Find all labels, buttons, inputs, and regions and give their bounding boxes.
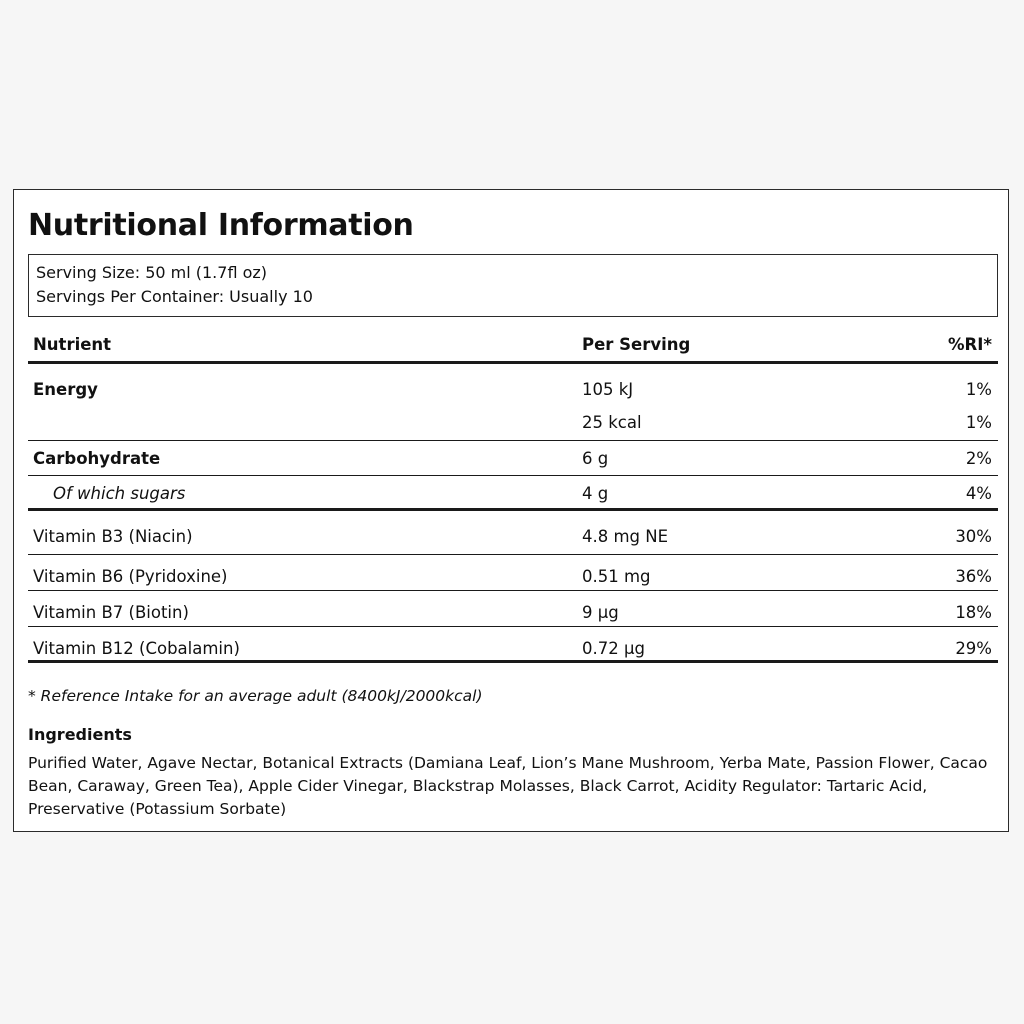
ingredients-heading: Ingredients <box>28 725 132 744</box>
header-per-serving: Per Serving <box>582 335 691 354</box>
ri-value: 4% <box>965 484 992 503</box>
table-row-energy-kj <box>28 364 998 406</box>
serving-info-box <box>28 254 998 317</box>
ri-value: 1% <box>965 380 992 399</box>
per-serving-value: 25 kcal <box>582 413 642 432</box>
table-row-vitamin <box>28 555 998 591</box>
per-serving-value: 105 kJ <box>582 380 634 399</box>
header-nutrient: Nutrient <box>33 335 112 354</box>
nutrient-name: Vitamin B3 (Niacin) <box>33 527 193 546</box>
ri-value: 29% <box>955 639 992 658</box>
servings-per-container: Servings Per Container: Usually 10 <box>36 287 313 306</box>
ri-value: 36% <box>955 567 992 586</box>
nutrient-name: Vitamin B12 (Cobalamin) <box>33 639 240 658</box>
page-title: Nutritional Information <box>28 208 414 243</box>
nutrient-name: Energy <box>33 380 98 399</box>
ri-value: 1% <box>965 413 992 432</box>
reference-intake-footnote: * Reference Intake for an average adult (8400kJ/2000kcal) <box>28 687 483 705</box>
nutrient-name: Carbohydrate <box>33 449 161 468</box>
per-serving-value: 6 g <box>582 449 609 468</box>
header-ri: %RI* <box>947 335 992 354</box>
nutrient-name: Vitamin B6 (Pyridoxine) <box>33 567 228 586</box>
per-serving-value: 4 g <box>582 484 609 503</box>
nutrition-panel <box>13 189 1009 832</box>
table-row-vitamin <box>28 591 998 627</box>
table-row-sugars <box>28 476 998 511</box>
table-row-carbohydrate <box>28 441 998 476</box>
table-row-vitamin <box>28 511 998 555</box>
ri-value: 2% <box>965 449 992 468</box>
table-row-vitamin <box>28 627 998 663</box>
ingredients-list: Purified Water, Agave Nectar, Botanical Extracts (Damiana Leaf, Lion’s Mane Mushroom, Yerba Mate, Passion Flower, Cacao Bean, Caraway, Green Tea), Apple Cider Vinegar, Blackstrap Molasses, Black Carrot, Acidity Regulator: Tartaric Acid, Preservative (Potassium Sorbate) <box>28 754 988 818</box>
table-row-energy-kcal <box>28 406 998 441</box>
nutrient-name: Of which sugars <box>53 484 186 503</box>
per-serving-value: 9 µg <box>582 603 619 622</box>
ri-value: 18% <box>955 603 992 622</box>
per-serving-value: 0.72 µg <box>582 639 645 658</box>
nutrition-table <box>28 324 998 663</box>
per-serving-value: 0.51 mg <box>582 567 651 586</box>
table-header-row <box>28 324 998 364</box>
serving-size: Serving Size: 50 ml (1.7fl oz) <box>36 263 268 282</box>
per-serving-value: 4.8 mg NE <box>582 527 669 546</box>
nutrient-name: Vitamin B7 (Biotin) <box>33 603 189 622</box>
ri-value: 30% <box>955 527 992 546</box>
